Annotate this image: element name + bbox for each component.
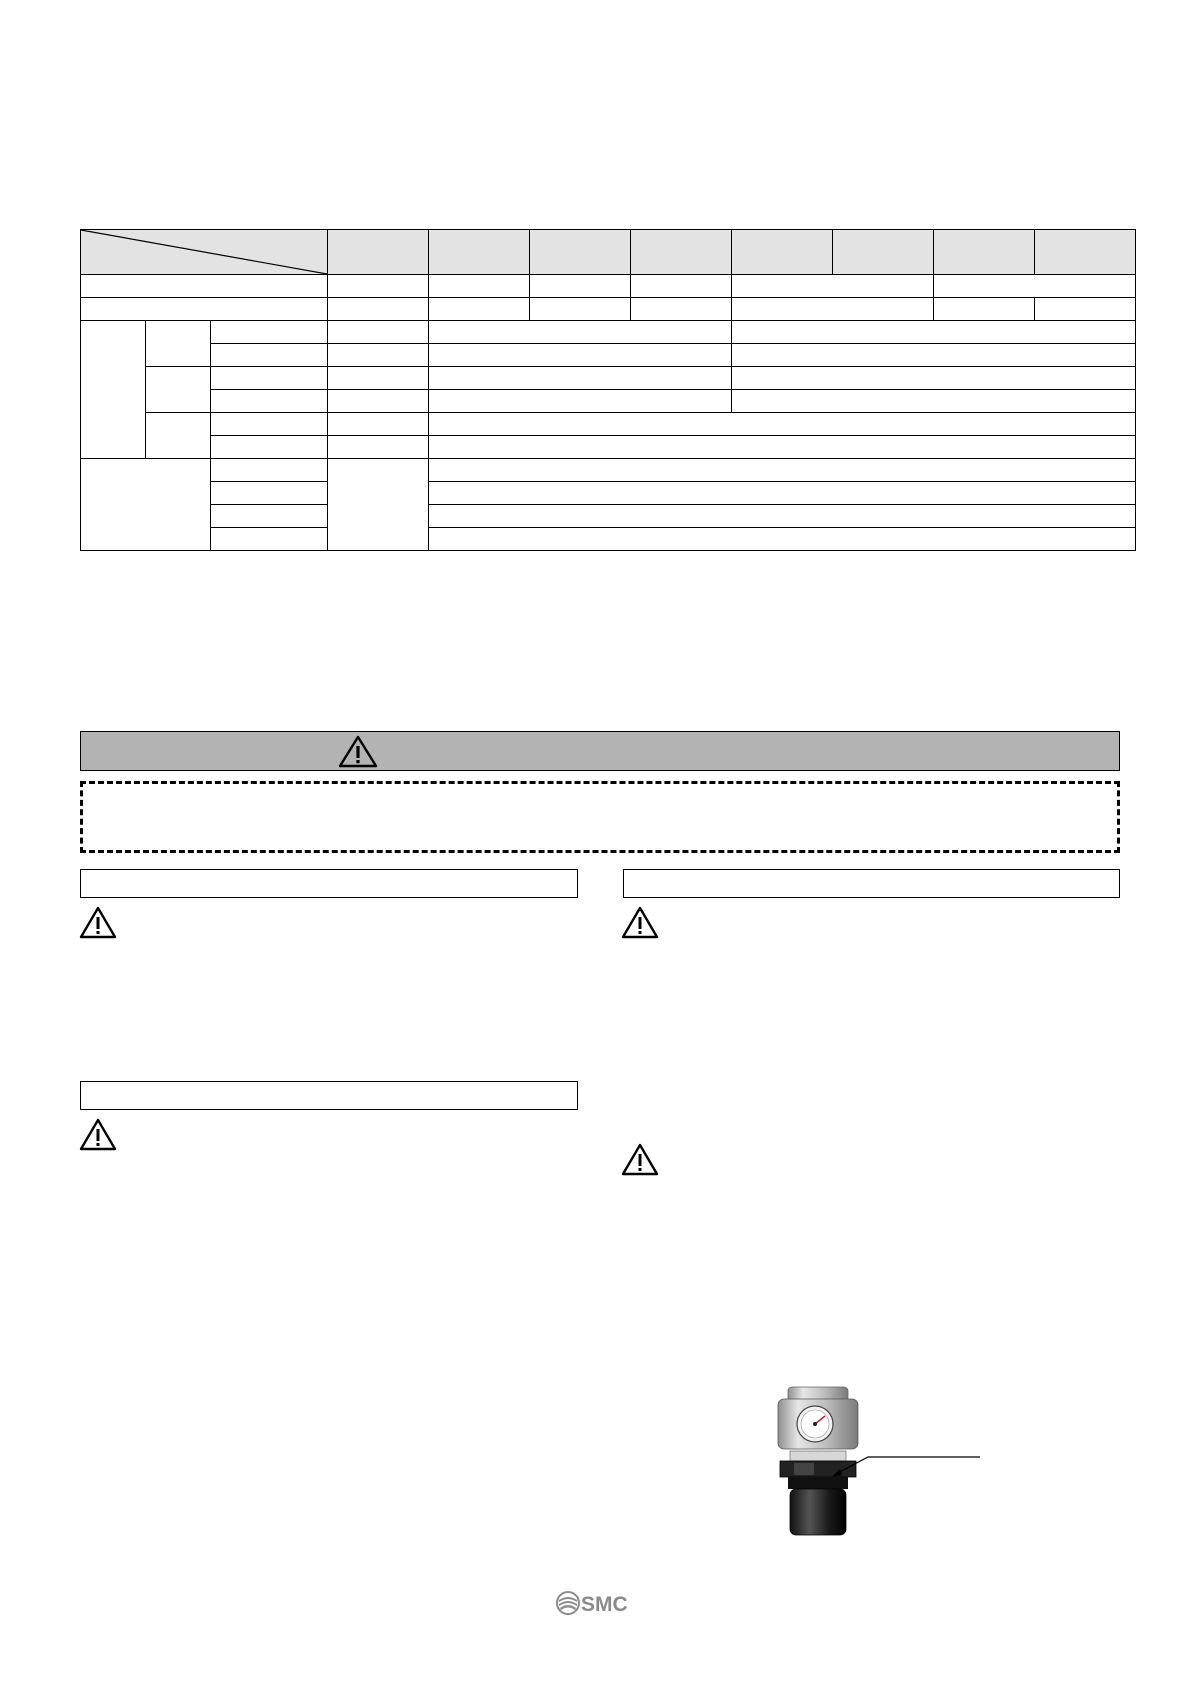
table-row: [81, 505, 1136, 528]
table-row: [81, 528, 1136, 551]
warning-triangle-icon: [79, 1118, 117, 1156]
table-corner-cell: [81, 230, 328, 275]
smc-logo: [556, 1590, 638, 1621]
warning-triangle-icon: [621, 906, 659, 944]
section-title-box: [80, 869, 578, 898]
table-row: [81, 482, 1136, 505]
table-row: [81, 344, 1136, 367]
spec-table: [80, 229, 1136, 551]
table-header-cell: [934, 230, 1035, 275]
table-header-cell: [530, 230, 631, 275]
table-header-cell: [833, 230, 934, 275]
warning-triangle-icon: [338, 735, 378, 773]
table-header-cell: [429, 230, 530, 275]
smc-logo-text: SMC: [581, 1593, 628, 1616]
table-row: [81, 436, 1136, 459]
table-row: [81, 459, 1136, 482]
caution-heading-bar: [80, 731, 1120, 771]
warning-triangle-icon: [621, 1143, 659, 1181]
notice-dashed-box: [80, 781, 1120, 853]
table-header-cell: [631, 230, 732, 275]
table-row: [81, 275, 1136, 298]
table-row: [81, 413, 1136, 436]
table-row: [81, 321, 1136, 344]
warning-triangle-icon: [79, 906, 117, 944]
table-header-cell: [328, 230, 429, 275]
table-header-row: [81, 230, 1136, 275]
table-header-cell: [1035, 230, 1136, 275]
section-title-box: [623, 869, 1120, 898]
table-header-cell: [732, 230, 833, 275]
section-title-box: [80, 1081, 578, 1110]
table-row: [81, 298, 1136, 321]
table-row: [81, 367, 1136, 390]
pressure-regulator-photo: [770, 1385, 980, 1560]
table-row: [81, 390, 1136, 413]
